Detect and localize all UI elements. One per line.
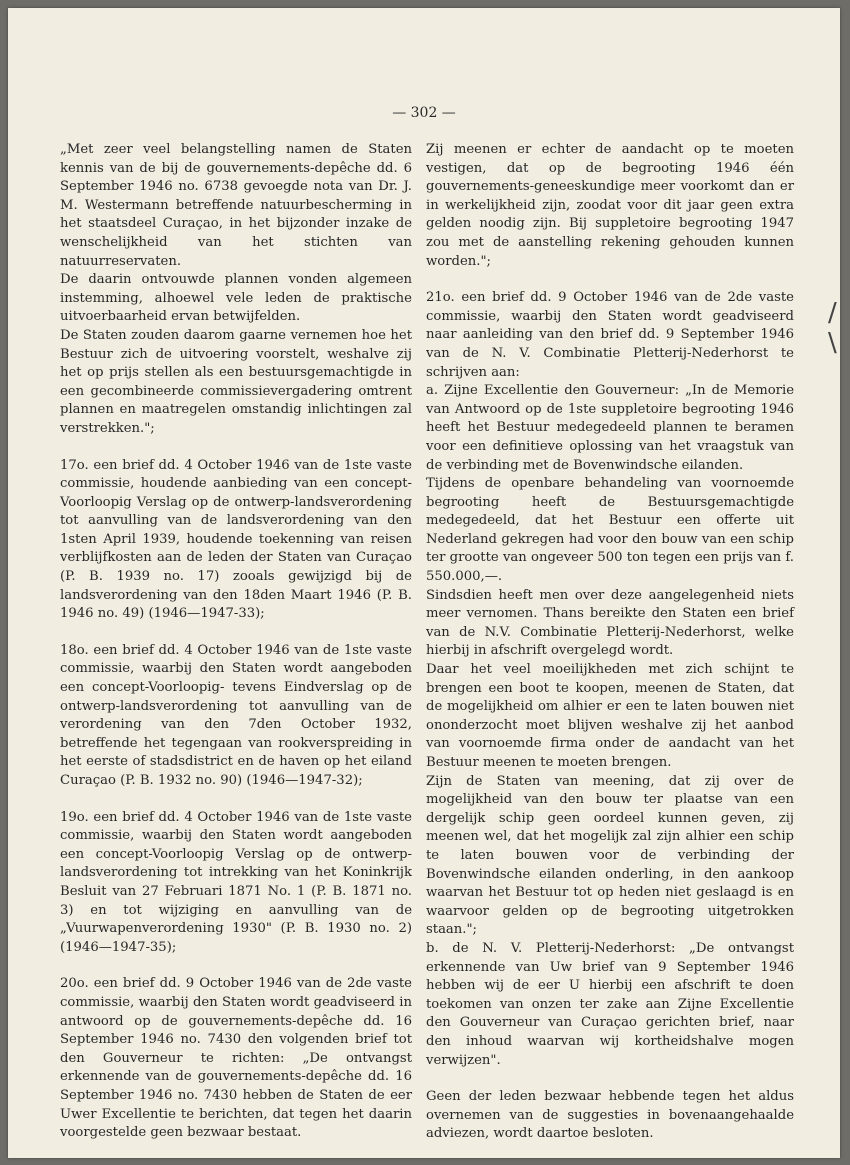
paragraph: Sindsdien heeft men over deze aangelegenheid niets meer vernomen. Thans bereikte den Staten een brief van de N.V. Combinatie Pletterij-Nederhorst, welke hierbij in afschrift overgelegd wordt. <box>426 587 794 659</box>
paragraph: De Staten zouden daarom gaarne vernemen hoe het Bestuur zich de uitvoering voorstelt, weshalve zij het op prijs stellen als een bestuursgemachtigde in een gecombineerde commissievergadering omtrent plannen en maatregelen omstandig inlichtingen zal verstrekken."; <box>60 327 412 436</box>
paragraph: Geen der leden bezwaar hebbende tegen het aldus overnemen van de suggesties in bovenaangehaalde adviezen, wordt daartoe besloten. <box>426 1089 794 1142</box>
document-page <box>8 8 840 1158</box>
paragraph: 17o. een brief dd. 4 October 1946 van de 1ste vaste commissie, houdende aanbieding van een concept-Voorloopig Verslag op de ontwerp-landsverordening tot aanvulling van de landsverordening van den 1sten April 1939, houdende toekenning van reisen verblijfkosten aan de leden der Staten van Curaçao (P. B. 1939 no. 17) zooals gewijzigd bij de landsverordening van den 18den Maart 1946 (P. B. 1946 no. 49) (1946—1947-33); <box>60 457 412 622</box>
paragraph: b. de N. V. Pletterij-Nederhorst: „De ontvangst erkennende van Uw brief van 9 September 1946 hebben wij de eer U hierbij een afschrift te doen toekomen van onzen ter zake aan Zijne Excellentie den Gouverneur van Curaçao gerichten brief, naar den inhoud waarvan wij kortheidshalve mogen verwijzen". <box>426 940 794 1068</box>
paragraph: Zijn de Staten van meening, dat zij over de mogelijkheid van den bouw ter plaatse van een dergelijk schip geen oordeel kunnen geven, zij meenen wel, dat het mogelijk zal zijn alhier een schip te laten bouwen voor de verbinding der Bovenwindsche eilanden onderling, in den aankoop waarvan het Bestuur tot op heden niet geslaagd is en waarvoor gelden op de begrooting uitgetrokken staan."; <box>426 773 794 938</box>
right-column <box>426 141 794 1144</box>
paragraph: 18o. een brief dd. 4 October 1946 van de 1ste vaste commissie, waarbij den Staten wordt aangeboden een concept-Voorloopig- tevens Eindverslag op de ontwerp-landsverordening tot aanvulling van de verordening van den 7den October 1932, betreffende het tegengaan van rookverspreiding in het eerste of stadsdistrict en de haven op het eiland Curaçao (P. B. 1932 no. 90) (1946—1947-32); <box>60 642 412 788</box>
paragraph: 21o. een brief dd. 9 October 1946 van de 2de vaste commissie, waarbij den Staten wordt geadviseerd naar aanleiding van den brief dd. 9 September 1946 van de N. V. Combinatie Pletterij-Nederhorst te schrijven aan: <box>426 290 794 380</box>
paragraph: De daarin ontvouwde plannen vonden algemeen instemming, alhoewel vele leden de praktische uitvoerbaarheid ervan betwijfelden. <box>60 272 412 325</box>
left-column <box>60 141 412 1143</box>
margin-pencil-marks: / \ <box>828 298 837 358</box>
paragraph: 20o. een brief dd. 9 October 1946 van de 2de vaste commissie, waarbij den Staten wordt geadviseerd in antwoord op de gouvernements-depêche dd. 16 September 1946 no. 7430 den volgenden brief tot den Gouverneur te richten: „De ontvangst erkennende van de gouvernements-depêche dd. 16 September 1946 no. 7430 hebben de Staten de eer Uwer Excellentie te berichten, dat tegen het daarin voorgestelde geen bezwaar bestaat. <box>60 976 412 1141</box>
paragraph: Tijdens de openbare behandeling van voornoemde begrooting heeft de Bestuursgemachtigde medegedeeld, dat het Bestuur een offerte uit Nederland gekregen had voor den bouw van een schip ter grootte van ongeveer 500 ton tegen een prijs van f. 550.000,—. <box>426 476 794 585</box>
paragraph: „Met zeer veel belangstelling namen de Staten kennis van de bij de gouvernements-depêche dd. 6 September 1946 no. 6738 gevoegde nota van Dr. J. M. Westermann betreffende natuurbescherming in het staatsdeel Curaçao, in het bijzonder inzake de wenschelijkheid van het stichten van natuurreservaten. <box>60 142 412 269</box>
paragraph: 19o. een brief dd. 4 October 1946 van de 1ste vaste commissie, waarbij den Staten wordt aangeboden een concept-Voorloopig Verslag op de ontwerp-landsverordening tot intrekking van het Koninkrijk Besluit van 27 Februari 1871 No. 1 (P. B. 1871 no. 3) en tot wijziging en aanvulling van de „Vuurwapenverordening 1930" (P. B. 1930 no. 2) (1946—1947-35); <box>60 809 412 955</box>
paragraph: a. Zijne Excellentie den Gouverneur: „In de Memorie van Antwoord op de 1ste suppletoire begrooting 1946 heeft het Bestuur medegedeeld plannen te beramen voor een definitieve oplossing van het vraagstuk van de verbinding met de Bovenwindsche eilanden. <box>426 383 794 473</box>
page-number: — 302 — <box>392 105 456 121</box>
paragraph: Zij meenen er echter de aandacht op te moeten vestigen, dat op de begrooting 1946 één gouvernements-geneeskundige meer voorkomt dan er in werkelijkheid zijn, zoodat voor dit jaar geen extra gelden noodig zijn. Bij suppletoire begrooting 1947 zou met de aanstelling rekening gehouden kunnen worden."; <box>426 142 794 269</box>
paragraph: Daar het veel moeilijkheden met zich schijnt te brengen een boot te koopen, meenen de Staten, dat de mogelijkheid om alhier er een te laten bouwen niet ononderzocht moet blijven weshalve zij het aanbod van voornoemde firma onder de aandacht van het Bestuur meenen te moeten brengen. <box>426 662 794 770</box>
